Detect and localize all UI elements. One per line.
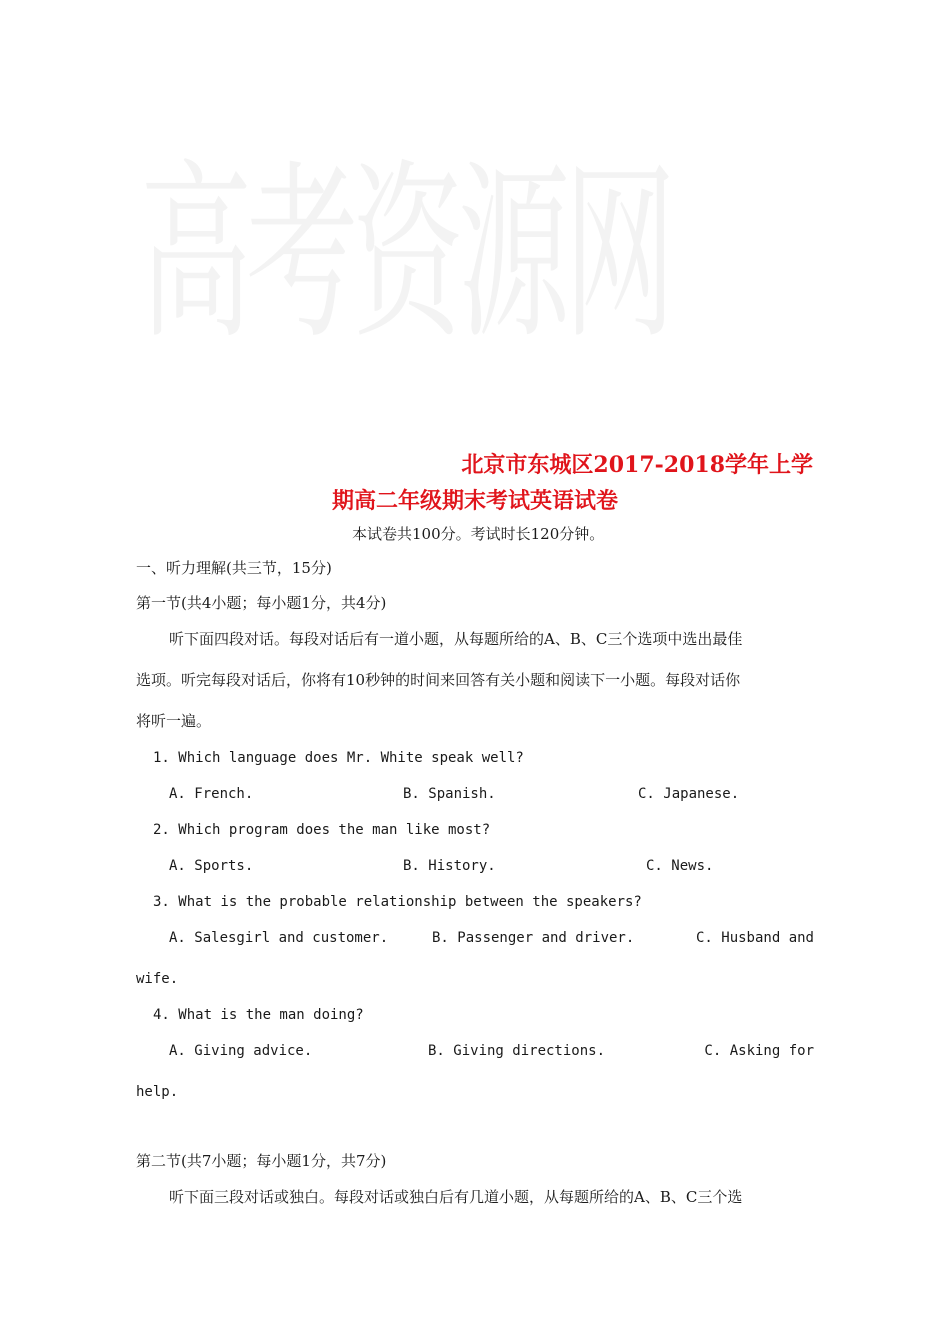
section1-instruction-line3: 将听一遍。 <box>136 712 212 730</box>
question-4-option-a: A. Giving advice. <box>169 1043 313 1059</box>
question-4-option-b: B. Giving directions. <box>428 1043 606 1059</box>
exam-info: 本试卷共100分。考试时长120分钟。 <box>352 525 605 543</box>
section1-instruction-line1: 听下面四段对话。每段对话后有一道小题，从每题所给的A、B、C三个选项中选出最佳 <box>169 630 743 648</box>
question-4-stem: 4. What is the man doing? <box>153 1007 364 1023</box>
question-3-option-a: A. Salesgirl and customer. <box>169 930 389 946</box>
section1-instruction-line2: 选项。听完每段对话后，你将有10秒钟的时间来回答有关小题和阅读下一小题。每段对话你 <box>136 671 741 689</box>
question-3-option-c-continued: wife. <box>136 971 179 987</box>
question-2-option-c: C. News. <box>646 858 714 874</box>
section2-instruction-line1: 听下面三段对话或独白。每段对话或独白后有几道小题，从每题所给的A、B、C三个选 <box>169 1188 743 1206</box>
question-2-option-b: B. History. <box>403 858 496 874</box>
question-2-stem: 2. Which program does the man like most? <box>153 822 491 838</box>
section2-heading: 第二节(共7小题；每小题1分，共7分) <box>136 1152 387 1170</box>
question-1-stem: 1. Which language does Mr. White speak well? <box>153 750 524 766</box>
watermark-logo: 高考资源网 <box>140 144 670 366</box>
question-4-option-c-continued: help. <box>136 1084 179 1100</box>
exam-title-line2: 期高二年级期末考试英语试卷 <box>332 488 619 514</box>
question-3-stem: 3. What is the probable relationship between the speakers? <box>153 894 642 910</box>
question-1-option-c: C. Japanese. <box>638 786 740 802</box>
question-3-option-b: B. Passenger and driver. <box>432 930 635 946</box>
exam-title-line1: 北京市东城区2017-2018学年上学 <box>461 452 813 478</box>
question-1-option-a: A. French. <box>169 786 254 802</box>
question-4-option-c: C. Asking for <box>704 1043 814 1059</box>
question-3-option-c: C. Husband and <box>695 930 814 946</box>
question-2-option-a: A. Sports. <box>169 858 254 874</box>
part1-heading: 一、听力理解(共三节，15分) <box>136 559 332 577</box>
section1-heading: 第一节(共4小题；每小题1分，共4分) <box>136 594 387 612</box>
question-1-option-b: B. Spanish. <box>403 786 496 802</box>
